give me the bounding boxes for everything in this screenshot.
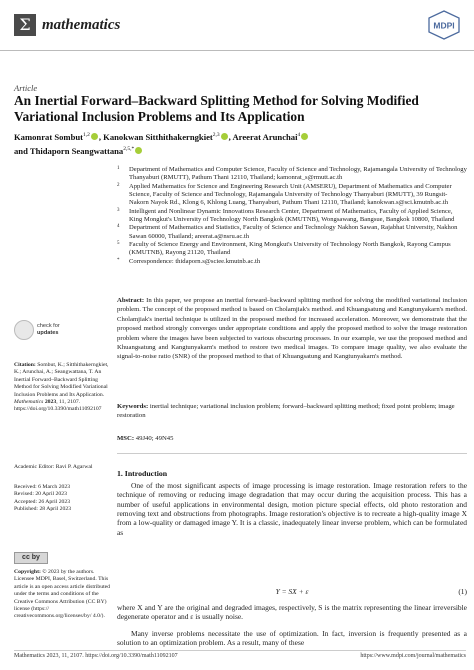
citation-label: Citation: [14,362,36,368]
accepted-date: Accepted: 26 April 2023 [14,498,71,505]
citation-year: 2023 [44,399,57,406]
affiliation-item [117,166,467,183]
copyright-label: Copyright: [14,569,41,575]
check-updates-label: check for updates [37,323,60,336]
check-updates-icon [14,320,34,340]
section-divider [117,453,467,454]
published-date: Published: 28 April 2023 [14,506,72,513]
copyright-text: © 2023 by the authors. Licensee MDPI, Basel, Switzerland. This article is an open access article distributed under the terms and conditions of the Creative Commons Attribution (CC BY) license (https:// creativecommons.org/licenses/by/ 4.0/). [14,569,111,620]
keywords-label: Keywords: [117,403,149,410]
equation-number: (1) [458,587,467,596]
affiliation-text: Department of Mathematics and Computer Science, Faculty of Science and Technology, Rajamangala University of Technology Thanyaburi (RMUTT), Pathum Thani 12110, Thailand; kamonrat_s@rmutt.ac.th [129,166,467,182]
body-paragraph: One of the most significant aspects of image processing is image restoration. Image restoration refers to the technique of removing or reducing image degradation that may occur during the acquisition process. This has a number of useful applications in environmental design, motion picture special effects, old photo restoration and removing text and obstructions from photographs. Image restoration's objective is to recreate a high-quality image X from a low-quality or damaged image Y. It is a classic, inadequately linear inverse problem, which can be formulated as [117,481,467,537]
citation-doi[interactable]: , 11, 2107. https://doi.org/10.3390/math11092107 [14,399,102,413]
abstract-label: Abstract: [117,297,145,304]
footer-journal-link[interactable]: https://www.mdpi.com/journal/mathematics [360,653,466,659]
affiliation-text: Faculty of Science Energy and Environment, King Mongkut's University of Technology North Bangkok, Rayong Campus (KMUTNB), Rayong 21120, Thailand [129,241,451,257]
copyright-block [14,569,112,621]
footer-citation[interactable]: Mathematics 2023, 11, 2107. https://doi.org/10.3390/math11092107 [14,653,178,659]
author-name[interactable]: Areerat Arunchai [232,131,298,142]
journal-name[interactable]: mathematics [42,17,121,33]
correspondence-text[interactable]: Correspondence: thidaporn.s@sciee.kmutnb.ac.th [129,257,261,265]
correspondence-item [117,258,467,266]
affiliation-text: Intelligent and Nonlinear Dynamic Innovations Research Center, Department of Mathematics, Faculty of Applied Science, King Mongkut's University of Technology North Bangkok (KMUTNB), Wongsawang, Bangsue, Bangkok 10800, Thailand [129,207,455,224]
author-list: Kamonrat Sombut$^{1,2}$ , Kanokwan Sitthithakerngkiet$^{2,3}$ , Areerat Arunchai$^4$ and Thidaporn Seangwattana$^{2,5,*}$ [14,129,466,157]
history-dates [14,484,112,514]
author-name[interactable]: Kanokwan Sitthithakerngkiet [103,131,213,142]
article-type: Article [14,83,38,93]
body-paragraph: Many inverse problems necessitate the use of optimization. In fact, inversion is frequently presented as a solution to an optimization problem. As a result, many of these [117,629,467,648]
citation-journal: Mathematics [14,399,44,406]
author-affiliation-mark: 4 [297,132,301,138]
affiliation-number: 1 [117,166,120,171]
affiliation-number: 4 [117,224,120,230]
abstract-text: In this paper, we propose an inertial forward–backward splitting method for solving the modified variational inclusion problem. The concept of the proposed method is based on Cholamjiak's method. and Khuangsatung and Kangtunyakarn's method. Cholamjiak's inertial technique is utilized in the proposed method for increased acceleration. Moreover, we demonstrate that the proposed method strongly converges under appropriate conditions and apply the proposed method to solve the image restoration problem where the images have been subjected to various obscuring processes. In our example, we use the proposed method and Khuangsatung and Kangtunyakarn's method to restore two medical images. To compare image quality, we also evaluate the signal-to-noise ratio (SNR) of the proposed method to that of Khuangsatung and Kangtunyakarn's method. [117,297,467,361]
author-name[interactable]: Kamonrat Sombut [14,131,83,142]
affiliation-list [117,166,467,266]
journal-logo-icon: Σ [14,14,36,36]
affiliation-text: Department of Mathematics and Statistics, Faculty of Science and Technology Nakhon Sawan, Rajabhat University, Nakhon Sawan 60000, Thailand; areerat.a@nsru.ac.th [129,224,458,240]
author-affiliation-mark: 2,3 [212,132,220,138]
msc-codes [117,434,467,443]
cc-license-icon[interactable]: cc by [14,552,48,564]
affiliation-item [117,208,467,225]
author-name[interactable]: Thidaporn Seangwattana [29,145,124,156]
affiliation-number: 3 [117,207,120,213]
affiliation-number: * [117,257,120,263]
msc-label: MSC: [117,435,135,442]
citation-block [14,362,112,414]
equation [117,587,467,597]
mdpi-logo-text: MDPI [433,20,455,31]
abstract [117,296,467,362]
affiliation-text: Applied Mathematics for Science and Engineering Research Unit (AMSERU), Department of Mathematics and Computer Science, Faculty of Science and Technology, Rajamangala University of Technology Thanyaburi (RMUTT), 39 Rungsit-Nakorn Nayok Rd., Klong 6, Khlong Luang, Thanyaburi, Pathum Thani 12110, Thailand; kanokwan.s@sci.kmutnb.ac.th [129,182,452,207]
orcid-icon[interactable] [135,147,142,154]
author-affiliation-mark: 2,5,* [123,145,135,152]
check-for-updates-button[interactable] [14,318,84,346]
revised-date: Revised: 20 April 2023 [14,491,67,498]
affiliation-number: 2 [117,182,120,188]
academic-editor: Academic Editor: Ravi P. Agarwal [14,464,93,470]
author-affiliation-mark: 1,2 [83,132,90,138]
orcid-icon[interactable] [301,133,308,140]
msc-text: 49J40; 49N45 [135,435,174,442]
affiliation-item [117,183,467,208]
body-paragraph: where X and Y are the original and degraded images, respectively, S is the matrix representing the linear irreversible degenerate operator and ε is usually noise. [117,603,467,622]
orcid-icon[interactable] [91,133,98,140]
article-title: An Inertial Forward–Backward Splitting Method for Solving Modified Variational Inclusion Problems and Its Application [14,93,419,124]
equation-expression: Y = SX + ε [275,587,309,596]
affiliation-number: 5 [117,241,120,247]
citation-text: Sombut, K.; Sitthithakerngkiet, K.; Arunchai, A.; Seangwattana, T. An Inertial Forward–Backward Splitting Method for Solving Modified Variational Inclusion Problems and Its Application. [14,362,109,398]
section-heading: 1. Introduction [117,469,168,478]
mdpi-logo-icon[interactable] [426,10,462,40]
keywords [117,402,467,421]
received-date: Received: 6 March 2023 [14,484,71,490]
header-divider [0,50,474,51]
orcid-icon[interactable] [221,133,228,140]
affiliation-item [117,224,467,241]
affiliation-item [117,241,467,258]
keywords-text: inertial technique; variational inclusion problem; forward–backward splitting method; fixed point problem; image restoration [117,403,455,420]
footer-divider [14,650,466,651]
